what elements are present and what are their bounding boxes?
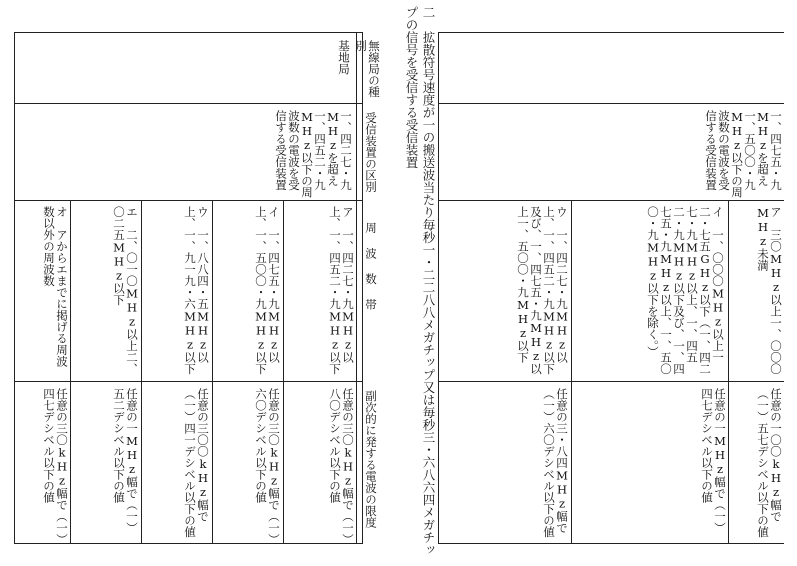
left-band-e: オ アからエまでに掲げる周波数以外の周波数 xyxy=(42,206,69,367)
right-band-c: ウ 一、四二七・九MHz以上、一、四五二・九MHz以下及び、一、四七五・九MHz以上一、五〇〇・九MHz以下 xyxy=(516,206,569,375)
station-type-header: 無線局の種別 xyxy=(354,40,381,98)
right-row3-rule xyxy=(438,381,784,382)
right-limit-a: 任意の一〇〇kHz幅で（一）五七デシベル以下の値 xyxy=(756,388,783,538)
left-receiver-class-value: 一、四二七・九MHzを超え一、四五二・九MHz以下の周波数の電波を受信する受信装置 xyxy=(274,110,353,198)
left-limit-b: 任意の三〇kHz幅で（一）六〇デシベル以下の値 xyxy=(254,388,281,540)
left-col-b-rule xyxy=(212,200,213,544)
limit-header: 副次的に発する電波の限度 xyxy=(364,390,378,528)
right-limit-c: 任意の三・八四MHz幅で（一）六〇デシベル以下の値 xyxy=(542,388,569,538)
right-left-edge xyxy=(438,32,439,544)
left-row3-rule xyxy=(14,381,362,382)
right-limit-b: 任意の一MHz幅で（一）四七デシベル以下の値 xyxy=(700,388,727,534)
station-type-value: 基地局 xyxy=(337,40,351,75)
right-col-a-rule xyxy=(728,200,729,544)
left-header-col-rule xyxy=(356,32,357,544)
left-limit-c: 任意の三〇〇kHz幅で（一）四一デシベル以下の値 xyxy=(183,388,210,538)
right-row2-rule xyxy=(438,200,784,201)
left-limit-e: 任意の三〇kHz幅で（一）四七デシベル以下の値 xyxy=(42,388,69,540)
left-band-b: イ 一、四七五・九MHz以上、一、五〇〇・九MHz以下 xyxy=(254,206,281,375)
left-col-c-rule xyxy=(141,200,142,544)
right-row1-rule xyxy=(438,103,784,104)
left-band-d: エ 二、〇一〇MHz以上二、〇二五MHz以下 xyxy=(112,206,139,375)
right-receiver-class-value: 一、四七五・九MHzを超え一、五〇〇・九MHz以下の周波数の電波を受信する受信装置 xyxy=(704,110,783,198)
left-limit-a: 任意の三〇kHz幅で（一）八〇デシベル以下の値 xyxy=(328,388,355,540)
band-header: 周波数帯 xyxy=(364,222,378,324)
left-col-a-rule xyxy=(283,200,284,544)
right-band-b: イ 一、〇〇〇MHz以上一二・七五GHz以下（一、四二七・九MHz以上、一、四五二・九MHz以下及び、一、四七五・九MHz以上、一、五〇〇・九MHz以下を除く。） xyxy=(646,206,725,375)
left-col-d-rule xyxy=(70,200,71,544)
receiver-class-header: 受信装置の区別 xyxy=(364,112,378,193)
left-row2-rule xyxy=(14,200,362,201)
right-col-b-rule xyxy=(571,200,572,544)
left-limit-d: 任意の一MHz幅で（一）五二デシベル以下の値 xyxy=(112,388,139,534)
left-band-a: ア 一、四二七・九MHz以上、一、四五二・九MHz以下 xyxy=(328,206,355,375)
left-bottom-rule xyxy=(14,543,362,544)
left-edge-rule xyxy=(14,32,15,544)
right-top-rule xyxy=(438,32,784,33)
section-title: 二 拡散符号速度が一の搬送波当たり毎秒一・二二八八メガチップ又は毎秒三・六八六四メガチップの信号を受信する受信装置 xyxy=(404,6,436,556)
right-band-a: ア 三〇MHz以上一、〇〇〇MHz未満 xyxy=(756,206,783,375)
left-band-c: ウ 一、八八四・五MHz以上、一、九一九・六MHz以下 xyxy=(183,206,210,375)
right-bottom-rule xyxy=(438,543,784,544)
left-row1-rule xyxy=(14,103,362,104)
left-top-rule xyxy=(14,32,362,33)
